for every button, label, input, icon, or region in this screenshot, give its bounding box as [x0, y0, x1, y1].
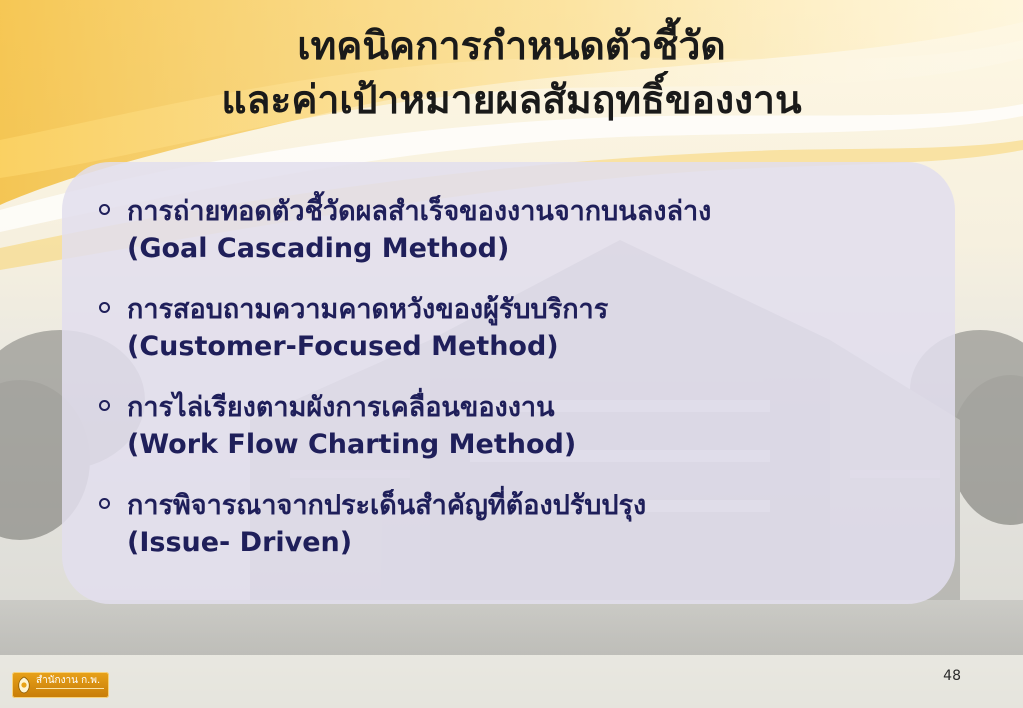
logo-underline [36, 688, 104, 689]
bullet-circle-icon [99, 498, 110, 509]
bullet-english-text: (Work Flow Charting Method) [127, 429, 577, 460]
bullet-circle-icon [99, 204, 110, 215]
bullet-english-text: (Goal Cascading Method) [127, 233, 510, 264]
title-line-1: เทคนิคการกำหนดตัวชี้วัด [297, 24, 726, 69]
list-item [96, 291, 946, 365]
bullet-thai-text: การถ่ายทอดตัวชี้วัดผลสำเร็จของงานจากบนลงล่าง [127, 196, 712, 227]
slide-title [0, 20, 1023, 128]
bullet-circle-icon [99, 302, 110, 313]
ocsc-emblem-icon [16, 676, 32, 694]
bullet-list [96, 193, 946, 585]
organization-logo [12, 672, 109, 698]
bullet-circle-icon [99, 400, 110, 411]
list-item [96, 487, 946, 561]
bullet-thai-text: การไล่เรียงตามผังการเคลื่อนของงาน [127, 392, 555, 423]
bullet-english-text: (Issue- Driven) [127, 527, 353, 558]
bullet-english-text: (Customer-Focused Method) [127, 331, 559, 362]
page-number: 48 [943, 668, 961, 684]
list-item [96, 389, 946, 463]
title-line-2: และค่าเป้าหมายผลสัมฤทธิ์ของงาน [221, 78, 802, 123]
list-item [96, 193, 946, 267]
bullet-thai-text: การพิจารณาจากประเด็นสำคัญที่ต้องปรับปรุง [127, 490, 647, 521]
logo-text: สำนักงาน ก.พ. [36, 675, 101, 686]
bullet-thai-text: การสอบถามความคาดหวังของผู้รับบริการ [127, 294, 609, 325]
